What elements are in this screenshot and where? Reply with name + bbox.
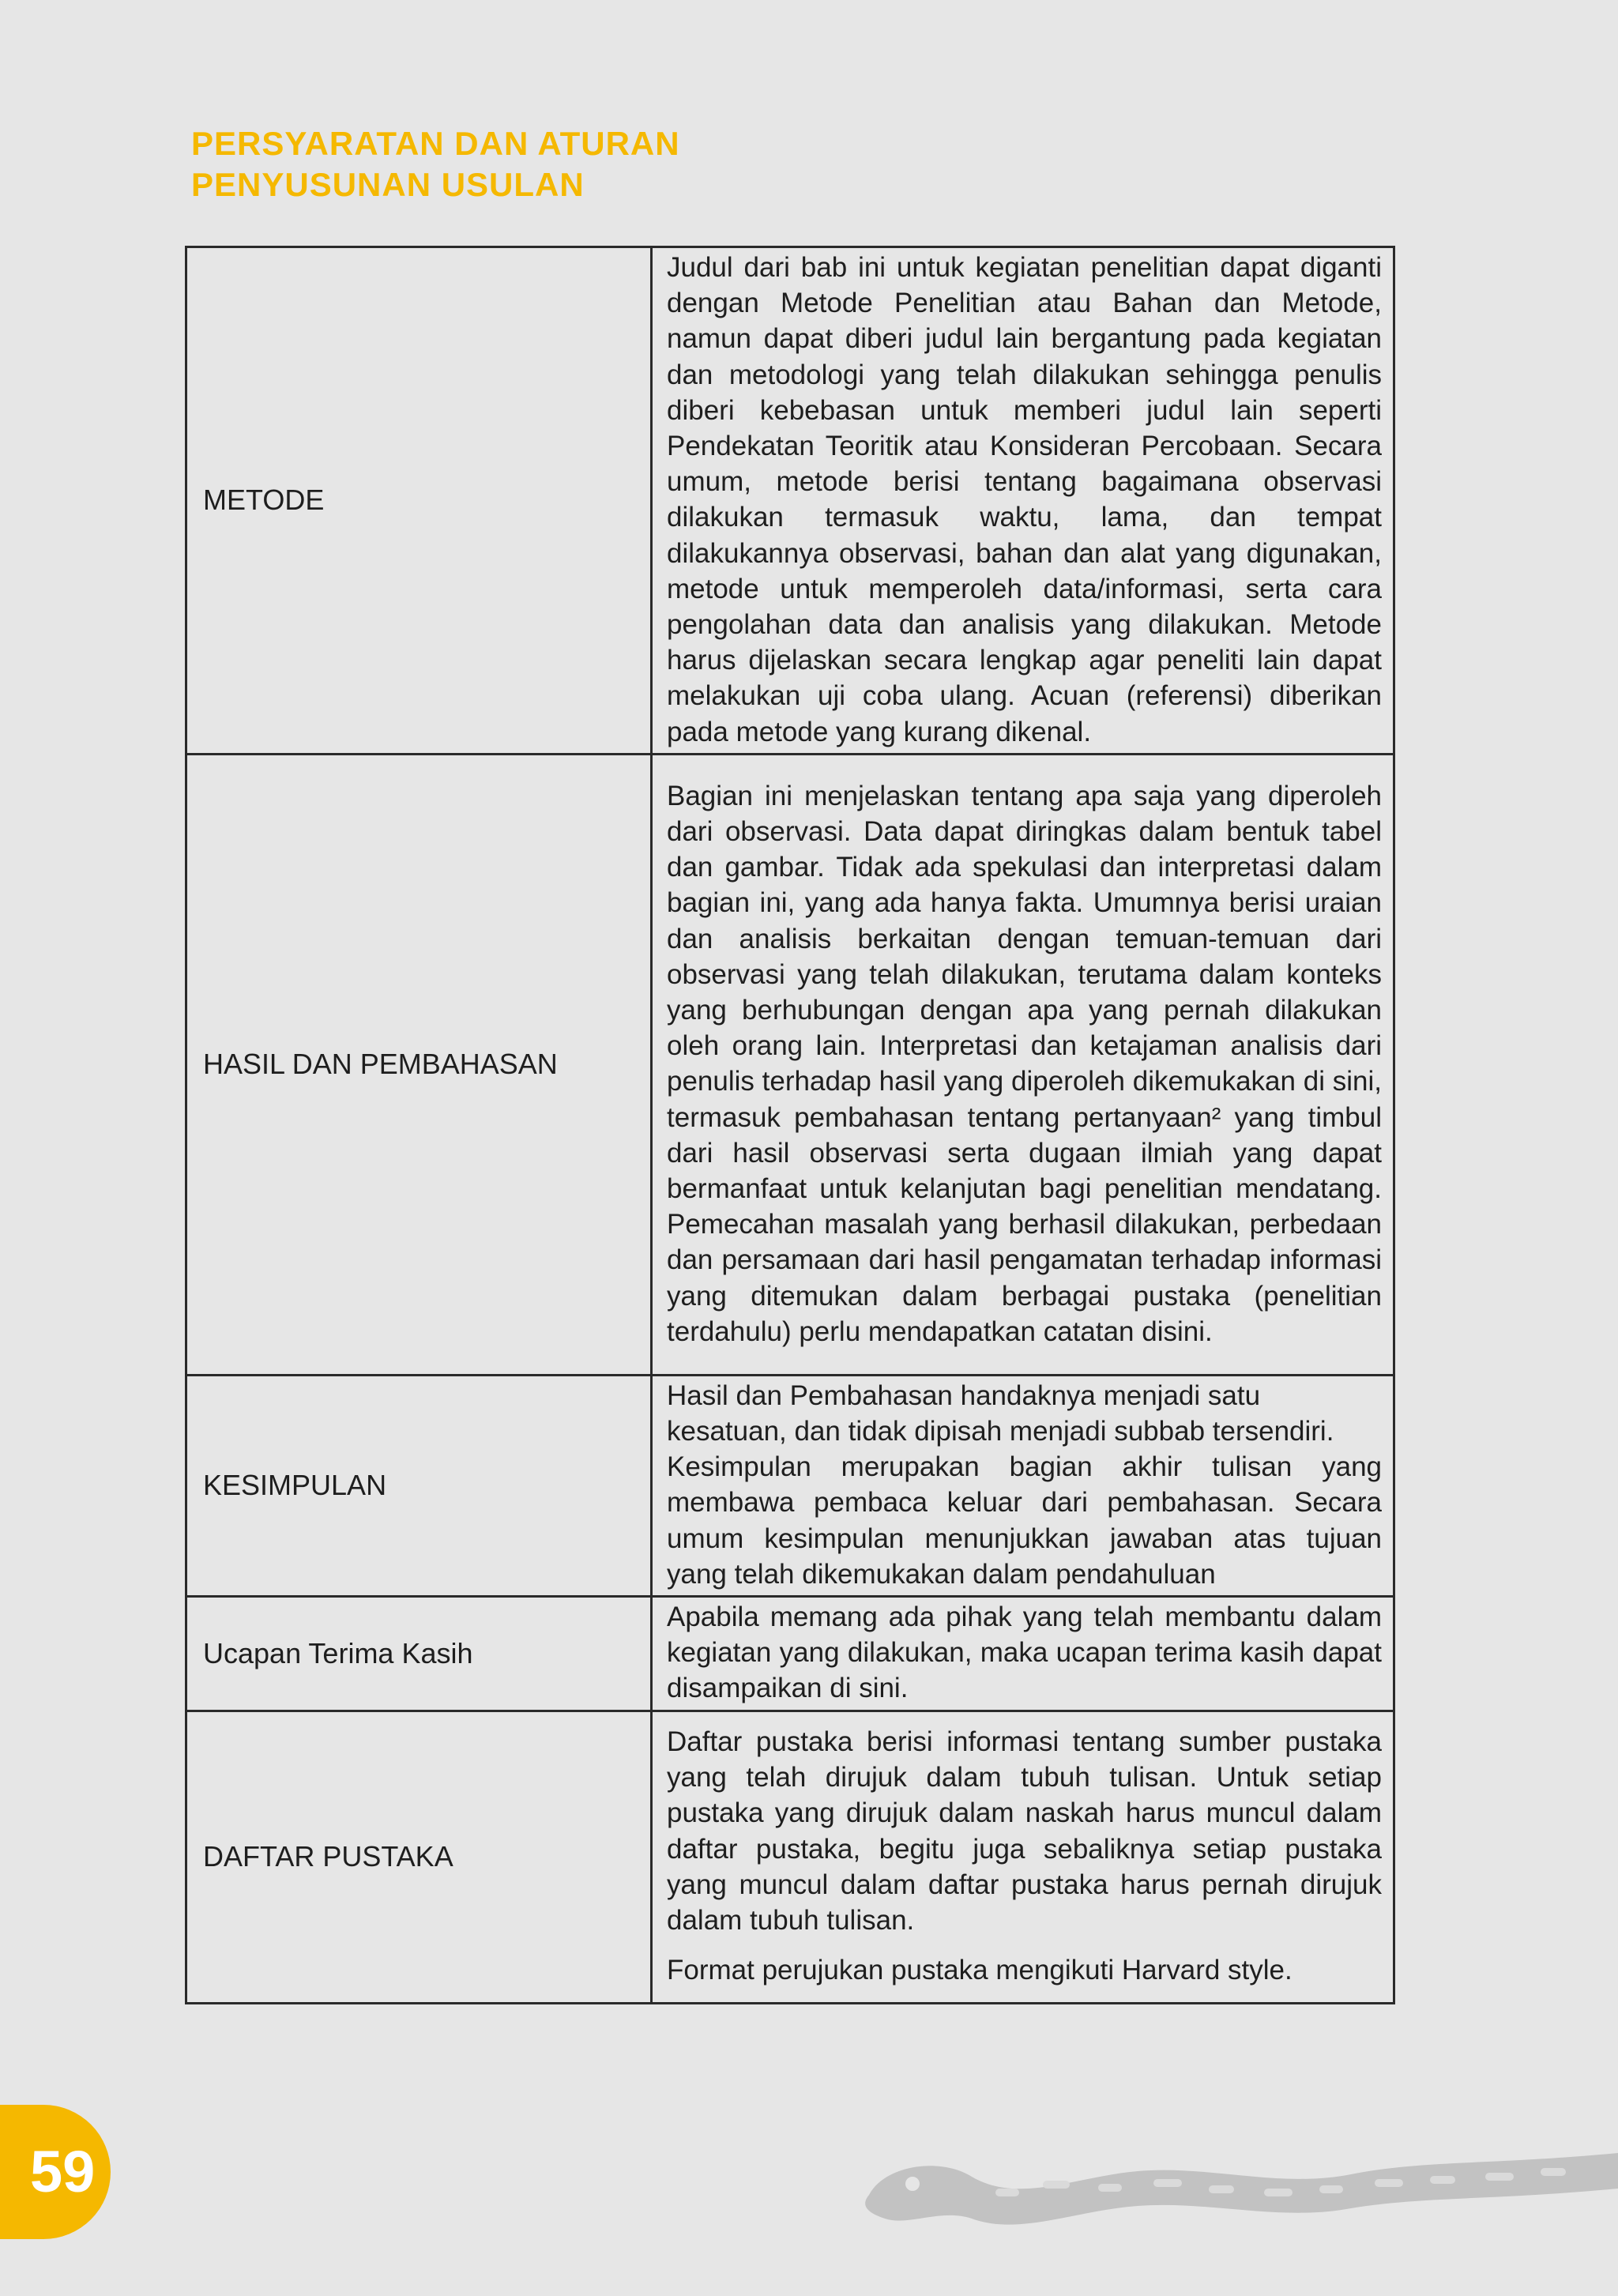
snake-illustration-icon — [837, 2133, 1618, 2252]
description-paragraph: Bagian ini menjelaskan tentang apa saja yang diperoleh dari observasi. Data dapat diringkas dalam bentuk tabel dan gambar. Tidak ada spekulasi dan interpretasi dalam bagian ini, yang ada hanya fakta. Umumnya berisi uraian dan analisis berkaitan dengan temuan-temuan dari observasi yang telah dilakukan, terutama dalam konteks yang berhubungan dengan apa yang pernah dilakukan oleh orang lain. Interpretasi dan ketajaman analisis dari penulis terhadap hasil yang diperoleh dikemukakan di sini, termasuk pembahasan tentang pertanyaan² yang timbul dari hasil observasi serta dugaan ilmiah yang dapat bermanfaat untuk kelanjutan bagi penelitian mendatang. Pemecahan masalah yang berhasil dilakukan, perbedaan dan persamaan dari hasil pengamatan terhadap informasi yang ditemukan dalam berbagai pustaka (penelitian terdahulu) perlu mendapatkan catatan disini. — [667, 780, 1382, 1347]
page-heading — [191, 123, 680, 205]
table-row — [186, 1711, 1394, 2003]
table-row — [186, 1375, 1394, 1596]
row-label: KESIMPULAN — [186, 1375, 652, 1596]
requirements-table — [185, 246, 1395, 2004]
row-label: DAFTAR PUSTAKA — [186, 1711, 652, 2003]
row-label: METODE — [186, 247, 652, 755]
row-description — [652, 754, 1394, 1375]
description-paragraph: Daftar pustaka berisi informasi tentang sumber pustaka yang telah dirujuk dalam tubuh tulisan. Untuk setiap pustaka yang dirujuk dalam naskah harus muncul dalam daftar pustaka, begitu juga sebaliknya setiap pustaka yang muncul dalam daftar pustaka harus pernah dirujuk dalam tubuh tulisan. — [667, 1726, 1382, 1936]
page-heading-line-2: PENYUSUNAN USULAN — [191, 166, 585, 203]
description-paragraph: Judul dari bab ini untuk kegiatan penelitian dapat diganti dengan Metode Penelitian atau Bahan dan Metode, namun dapat diberi judul lain bergantung pada kegiatan dan metodologi yang telah dilakukan sehingga penulis diberi kebebasan untuk memberi judul lain seperti Pendekatan Teoritik atau Konsideran Percobaan. Secara umum, metode berisi tentang bagaimana observasi dilakukan termasuk waktu, lama, dan tempat dilakukannya observasi, bahan dan alat yang digunakan, metode untuk memperoleh data/informasi, serta cara pengolahan data dan analisis yang dilakukan. Metode harus dijelaskan secara lengkap agar peneliti lain dapat melakukan uji coba ulang. Acuan (referensi) diberikan pada metode yang kurang dikenal. — [667, 252, 1382, 747]
description-paragraph: Hasil dan Pembahasan handaknya menjadi satu kesatuan, dan tidak dipisah menjadi subbab tersendiri. — [667, 1379, 1334, 1447]
description-paragraph: Format perujukan pustaka mengikuti Harvard style. — [667, 1955, 1293, 1986]
row-description — [652, 1375, 1394, 1596]
row-label: Ucapan Terima Kasih — [186, 1597, 652, 1711]
description-paragraph: Kesimpulan merupakan bagian akhir tulisan yang membawa pembaca keluar dari pembahasan. Secara umum kesimpulan menunjukkan jawaban atas tujuan yang telah dikemukakan dalam pendahuluan — [667, 1451, 1382, 1590]
table-row — [186, 754, 1394, 1375]
table-row — [186, 1597, 1394, 1711]
table-row — [186, 247, 1394, 755]
row-label: HASIL DAN PEMBAHASAN — [186, 754, 652, 1375]
row-description — [652, 247, 1394, 755]
page-number: 59 — [30, 2139, 96, 2204]
page-heading-line-1: PERSYARATAN DAN ATURAN — [191, 125, 680, 162]
row-description — [652, 1597, 1394, 1711]
row-description — [652, 1711, 1394, 2003]
description-paragraph: Apabila memang ada pihak yang telah membantu dalam kegiatan yang dilakukan, maka ucapan terima kasih dapat disampaikan di sini. — [667, 1602, 1382, 1704]
